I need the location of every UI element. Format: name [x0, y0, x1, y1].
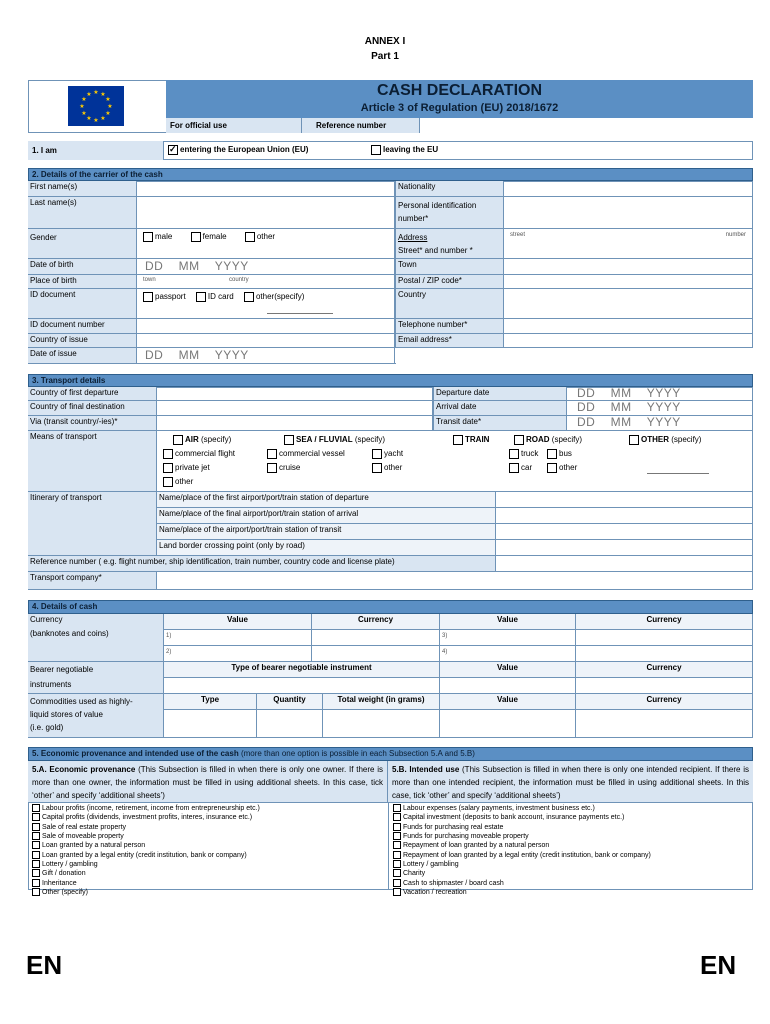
provenance-checkbox[interactable]: [32, 832, 40, 840]
country-issue-label: Country of issue: [28, 334, 137, 348]
provenance-item[interactable]: [32, 879, 384, 888]
intended-use-item[interactable]: [393, 804, 749, 813]
bni-label-line1: Bearer negotiable: [30, 665, 94, 674]
pob-label: Place of birth: [28, 275, 137, 289]
provenance-checkbox[interactable]: [32, 813, 40, 821]
other-mode-specify-line: [647, 473, 709, 474]
other-mode-checkbox[interactable]: [629, 435, 639, 445]
air-other-checkbox[interactable]: [163, 477, 173, 487]
other-mode-text: OTHER: [641, 435, 669, 445]
truck-text: truck: [521, 449, 539, 459]
truck-checkbox[interactable]: [509, 449, 519, 459]
road-specify: (specify): [551, 435, 583, 445]
id-doc-options: [137, 289, 395, 319]
postal-field[interactable]: [504, 275, 753, 289]
subsection-5a-note: (This Subsection is filled in when there is only one owner. If there is more than one owner, the information must be filled in using additional sheets. In this case, tick ‘other’ and specify ‘additional sheets’): [32, 765, 383, 800]
commercial-flight-checkbox[interactable]: [163, 449, 173, 459]
subsection-5a-title: 5.A. Economic provenance: [32, 765, 136, 774]
air-other-text: other: [175, 477, 194, 487]
intended-use-checkbox[interactable]: [393, 823, 401, 831]
car-option[interactable]: [509, 463, 532, 473]
train-option[interactable]: [453, 435, 489, 445]
first-name-field[interactable]: [137, 181, 395, 197]
svg-text:★: ★: [81, 110, 87, 117]
provenance-item[interactable]: [32, 813, 384, 822]
intended-use-label: Vacation / recreation: [403, 888, 467, 896]
passport-option[interactable]: [143, 292, 186, 301]
itinerary-border-field[interactable]: [496, 540, 753, 556]
car-text: car: [521, 463, 533, 473]
sea-other-checkbox[interactable]: [372, 463, 382, 473]
annex-part: Part 1: [371, 51, 399, 62]
pin-field[interactable]: [504, 197, 753, 229]
id-doc-label: ID document: [28, 289, 137, 319]
subsection-5a-intro: [28, 761, 388, 803]
provenance-checkbox[interactable]: [32, 860, 40, 868]
id-card-checkbox[interactable]: [196, 292, 206, 302]
intended-use-item[interactable]: [393, 832, 749, 841]
id-card-text: ID card: [207, 292, 234, 302]
address-title: Address: [398, 233, 428, 242]
road-option[interactable]: [514, 435, 582, 445]
dob-field[interactable]: DD MM YYYY: [137, 259, 395, 275]
yacht-checkbox[interactable]: [372, 449, 382, 459]
private-jet-checkbox[interactable]: [163, 463, 173, 473]
commercial-vessel-text: commercial vessel: [279, 449, 345, 459]
gender-female-option[interactable]: [191, 232, 227, 241]
provenance-label: Lottery / gambling: [42, 860, 98, 868]
provenance-label: Sale of moveable property: [42, 832, 124, 840]
commodities-label: [28, 694, 164, 738]
provenance-item[interactable]: [32, 841, 384, 850]
intended-use-label: Repayment of loan granted by a legal entity (credit institution, bank or company): [403, 851, 651, 859]
eu-flag-icon: [68, 86, 124, 126]
currency-label-line1: Currency: [30, 615, 63, 624]
company-field[interactable]: [157, 572, 753, 590]
street-number-label: Street* and number *: [398, 246, 473, 255]
provenance-label: Loan granted by a natural person: [42, 842, 146, 850]
provenance-label: Sale of real estate property: [42, 823, 127, 831]
id-other-checkbox[interactable]: [244, 292, 254, 302]
air-text: AIR: [185, 435, 199, 445]
form-title: CASH DECLARATION: [376, 82, 543, 99]
bus-option[interactable]: [547, 449, 572, 459]
road-other-option[interactable]: [547, 463, 577, 473]
provenance-label: Inheritance: [42, 879, 77, 887]
road-other-checkbox[interactable]: [547, 463, 557, 473]
svg-text:★: ★: [93, 117, 99, 124]
arrival-date-field[interactable]: DD MM YYYY: [567, 401, 753, 416]
town-field[interactable]: [504, 259, 753, 275]
intended-use-label: Funds for purchasing moveable property: [403, 832, 529, 840]
svg-text:★: ★: [100, 115, 106, 122]
bni-currency-field[interactable]: [576, 678, 753, 694]
provenance-checkbox[interactable]: [32, 841, 40, 849]
road-text: ROAD: [526, 435, 550, 445]
intended-use-checkbox[interactable]: [393, 879, 401, 887]
subsection-5b-note: (This Subsection is filled in when there is only one intended recipient. If there is more than one intended recipient, the information must be filled in using additional sheets. In this case, tick ‘other’ and specify ‘additional sheets’): [392, 765, 750, 800]
air-specify: (specify): [201, 435, 232, 445]
itinerary-departure-field[interactable]: [496, 492, 753, 508]
last-name-label: Last name(s): [28, 197, 137, 229]
commodity-type-header: Type: [164, 694, 257, 710]
commercial-flight-text: commercial flight: [175, 449, 236, 459]
pob-field[interactable]: [137, 275, 395, 289]
id-other-text: other(specify): [255, 292, 305, 302]
footer-language-left: EN: [26, 950, 63, 980]
reference-number-label: Reference number: [302, 118, 420, 133]
pob-country-hint: country: [229, 277, 249, 283]
commodity-value-field[interactable]: [440, 710, 576, 738]
provenance-label: Capital profits (dividends, investment profits, interes, insurance etc.): [42, 814, 253, 822]
currency-value-header-2: Value: [440, 614, 576, 630]
sea-text: SEA / FLUVIAL: [296, 435, 353, 445]
commodity-currency-header: Currency: [576, 694, 753, 710]
passport-text: passport: [155, 292, 186, 302]
intended-use-label: Funds for purchasing real estate: [403, 823, 504, 831]
intended-use-item[interactable]: [393, 860, 749, 869]
provenance-label: Other (specify): [42, 888, 88, 896]
sea-option[interactable]: [284, 435, 385, 445]
country-field[interactable]: [504, 289, 753, 319]
country-issue-field[interactable]: [137, 334, 395, 348]
provenance-checkbox[interactable]: [32, 804, 40, 812]
itinerary-transit-field[interactable]: [496, 524, 753, 540]
intended-use-checkbox[interactable]: [393, 869, 401, 877]
svg-text:★: ★: [79, 103, 85, 110]
gender-other-checkbox[interactable]: [245, 232, 255, 242]
subsection-5b-intro: [388, 761, 753, 803]
sea-checkbox[interactable]: [284, 435, 294, 445]
bni-type-field[interactable]: [164, 678, 440, 694]
provenance-label: Labour profits (income, retirement, income from entrepreneurship etc.): [42, 804, 260, 812]
departure-date-label: Departure date: [433, 387, 567, 401]
commodity-type-field[interactable]: [164, 710, 257, 738]
number-hint: number: [725, 232, 746, 238]
provenance-item[interactable]: [32, 869, 384, 878]
section-5-note: (more than one option is possible in each Subsection 5.A and 5.B): [238, 749, 475, 758]
svg-text:★: ★: [100, 91, 106, 98]
bni-type-header: Type of bearer negotiable instrument: [164, 662, 440, 678]
sea-specify: (specify): [354, 435, 386, 445]
provenance-item[interactable]: [32, 860, 384, 869]
provenance-checkbox[interactable]: [32, 888, 40, 896]
cash-currency-2[interactable]: [312, 646, 440, 662]
bni-currency-header: Currency: [576, 662, 753, 678]
truck-option[interactable]: [509, 449, 538, 459]
transit-date-label: Transit date*: [433, 416, 567, 431]
provenance-label: Gift / donation: [42, 870, 86, 878]
email-label: Email address*: [395, 334, 504, 348]
country-label: Country: [395, 289, 504, 319]
cruise-text: cruise: [279, 463, 301, 473]
pin-label-line1: Personal identification: [398, 201, 477, 210]
intended-use-label: Capital investment (deposits to bank account, insurance payments etc.): [403, 814, 625, 822]
svg-text:★: ★: [81, 96, 87, 103]
commodity-currency-field[interactable]: [576, 710, 753, 738]
intended-use-label: Repayment of loan granted by a natural person: [403, 842, 550, 850]
phone-label: Telephone number*: [395, 319, 504, 334]
via-field[interactable]: [157, 416, 433, 431]
gender-other-option[interactable]: [245, 232, 275, 241]
first-departure-label: Country of first departure: [28, 387, 157, 401]
itinerary-arrival-field[interactable]: [496, 508, 753, 524]
itinerary-label: Itinerary of transport: [28, 492, 157, 556]
train-checkbox[interactable]: [453, 435, 463, 445]
bni-value-field[interactable]: [440, 678, 576, 694]
cash-currency-1[interactable]: [312, 630, 440, 646]
id-other-option[interactable]: [244, 292, 304, 301]
cruise-option[interactable]: [267, 463, 300, 473]
id-number-field[interactable]: [137, 319, 395, 334]
departure-date-field[interactable]: DD MM YYYY: [567, 387, 753, 401]
official-use-label: For official use: [166, 118, 302, 133]
intended-use-checkbox[interactable]: [393, 832, 401, 840]
annex-title: ANNEX I: [364, 36, 406, 47]
currency-label: [28, 614, 164, 662]
section-2-header: 2. Details of the carrier of the cash: [28, 168, 753, 181]
reference-field[interactable]: [496, 556, 753, 572]
provenance-item[interactable]: [32, 888, 384, 897]
gender-other-text: other: [256, 232, 276, 242]
provenance-checkbox[interactable]: [32, 823, 40, 831]
form-subtitle: Article 3 of Regulation (EU) 2018/1672: [360, 102, 559, 114]
cash-value-4[interactable]: 4): [440, 646, 576, 662]
intended-use-item[interactable]: [393, 823, 749, 832]
private-jet-text: private jet: [175, 463, 210, 473]
bni-value-header: Value: [440, 662, 576, 678]
leaving-eu-label: leaving the EU: [383, 145, 439, 155]
id-number-label: ID document number: [28, 319, 137, 334]
svg-text:★: ★: [107, 103, 113, 110]
postal-label: Postal / ZIP code*: [395, 275, 504, 289]
section-5-header: [28, 747, 753, 761]
train-text: TRAIN: [465, 435, 490, 445]
road-other-text: other: [559, 463, 578, 473]
svg-text:★: ★: [105, 110, 111, 117]
leaving-eu-option[interactable]: [371, 145, 438, 155]
intended-use-checkbox[interactable]: [393, 841, 401, 849]
subsection-5b-title: 5.B. Intended use: [392, 765, 460, 774]
provenance-checkbox[interactable]: [32, 879, 40, 887]
currency-label-line2: (banknotes and coins): [30, 629, 109, 638]
gender-female-checkbox[interactable]: [191, 232, 201, 242]
provenance-item[interactable]: [32, 823, 384, 832]
leaving-eu-checkbox[interactable]: [371, 145, 381, 155]
pin-label: [395, 197, 504, 229]
gender-male-text: male: [155, 232, 173, 242]
bus-text: bus: [559, 449, 572, 459]
provenance-item[interactable]: [32, 804, 384, 813]
date-issue-label: Date of issue: [28, 348, 137, 364]
section-1-label: 1. I am: [28, 141, 164, 160]
intended-use-item[interactable]: [393, 813, 749, 822]
cash-value-3[interactable]: 3): [440, 630, 576, 646]
entering-eu-option[interactable]: [168, 145, 308, 155]
intended-use-item[interactable]: [393, 869, 749, 878]
arrival-date-label: Arrival date: [433, 401, 567, 416]
nationality-label: Nationality: [395, 181, 504, 197]
section-5-divider: [388, 803, 389, 890]
section-5-title: 5. Economic provenance and intended use of the cash: [32, 749, 239, 758]
id-card-option[interactable]: [196, 292, 234, 301]
commodities-label-line2: liquid stores of value: [30, 710, 103, 719]
cash-value-2[interactable]: 2): [164, 646, 312, 662]
intended-use-label: Cash to shipmaster / board cash: [403, 879, 504, 887]
provenance-list: [32, 804, 384, 897]
cash-currency-3[interactable]: [576, 630, 753, 646]
commodities-label-line1: Commodities used as highly-: [30, 697, 133, 706]
commodity-value-header: Value: [440, 694, 576, 710]
svg-text:★: ★: [105, 96, 111, 103]
gender-label: Gender: [28, 229, 137, 259]
commodity-quantity-header: Quantity: [257, 694, 323, 710]
commodity-quantity-field[interactable]: [257, 710, 323, 738]
intended-use-item[interactable]: [393, 841, 749, 850]
itinerary-transit-label: Name/place of the airport/port/train station of transit: [157, 524, 496, 540]
section-4-header: 4. Details of cash: [28, 600, 753, 614]
intended-use-item[interactable]: [393, 888, 749, 897]
intended-use-label: Charity: [403, 870, 426, 878]
other-mode-option[interactable]: [629, 435, 701, 445]
gender-options: [137, 229, 395, 259]
sea-other-option[interactable]: [372, 463, 402, 473]
air-checkbox[interactable]: [173, 435, 183, 445]
first-departure-field[interactable]: [157, 387, 433, 401]
via-label: Via (transit country/-ies)*: [28, 416, 157, 431]
provenance-checkbox[interactable]: [32, 869, 40, 877]
commercial-vessel-option[interactable]: [267, 449, 345, 459]
svg-text:★: ★: [86, 91, 92, 98]
id-other-specify-line: [267, 313, 333, 314]
currency-value-header-1: Value: [164, 614, 312, 630]
email-field[interactable]: [504, 334, 753, 348]
road-checkbox[interactable]: [514, 435, 524, 445]
intended-use-item[interactable]: [393, 879, 749, 888]
dob-label: Date of birth: [28, 259, 137, 275]
sea-other-text: other: [384, 463, 403, 473]
yacht-option[interactable]: [372, 449, 403, 459]
gender-male-checkbox[interactable]: [143, 232, 153, 242]
first-name-label: First name(s): [28, 181, 137, 197]
means-area: [157, 431, 753, 492]
section-2-blank: [396, 348, 753, 364]
intended-use-item[interactable]: [393, 851, 749, 860]
private-jet-option[interactable]: [163, 463, 210, 473]
intended-use-list: [393, 804, 749, 897]
nationality-field[interactable]: [504, 181, 753, 197]
final-destination-field[interactable]: [157, 401, 433, 416]
provenance-checkbox[interactable]: [32, 851, 40, 859]
provenance-label: Loan granted by a legal entity (credit institution, bank or company): [42, 851, 247, 859]
itinerary-border-label: Land border crossing point (only by road): [157, 540, 496, 556]
street-field[interactable]: [504, 229, 753, 259]
provenance-item[interactable]: [32, 851, 384, 860]
provenance-item[interactable]: [32, 832, 384, 841]
cash-currency-4[interactable]: [576, 646, 753, 662]
commodities-label-line3: (i.e. gold): [30, 723, 64, 732]
commodity-weight-field[interactable]: [323, 710, 440, 738]
last-name-field[interactable]: [137, 197, 395, 229]
footer-language-right: EN: [700, 950, 737, 980]
eu-flag-area: [28, 80, 166, 133]
gender-male-option[interactable]: [143, 232, 172, 241]
town-label: Town: [395, 259, 504, 275]
cash-value-1[interactable]: 1): [164, 630, 312, 646]
currency-currency-header-1: Currency: [312, 614, 440, 630]
phone-field[interactable]: [504, 319, 753, 334]
pob-town-hint: town: [143, 277, 156, 283]
date-issue-field[interactable]: DD MM YYYY: [137, 348, 395, 364]
entering-eu-label: entering the European Union (EU): [180, 145, 309, 155]
gender-female-text: female: [202, 232, 227, 242]
entering-eu-checkbox[interactable]: [168, 145, 178, 155]
reference-number-field[interactable]: [420, 118, 753, 133]
transit-date-field[interactable]: DD MM YYYY: [567, 416, 753, 431]
section-3-header: 3. Transport details: [28, 374, 753, 387]
intended-use-checkbox[interactable]: [393, 888, 401, 896]
itinerary-departure-label: Name/place of the first airport/port/train station of departure: [157, 492, 496, 508]
final-destination-label: Country of final destination: [28, 401, 157, 416]
intended-use-checkbox[interactable]: [393, 813, 401, 821]
bni-label: [28, 662, 164, 694]
itinerary-arrival-label: Name/place of the final airport/port/train station of arrival: [157, 508, 496, 524]
yacht-text: yacht: [384, 449, 404, 459]
car-checkbox[interactable]: [509, 463, 519, 473]
other-mode-specify: (specify): [671, 435, 702, 445]
cruise-checkbox[interactable]: [267, 463, 277, 473]
reference-label: Reference number ( e.g. flight number, ship identification, train number, country code and license plate): [28, 556, 496, 572]
commercial-vessel-checkbox[interactable]: [267, 449, 277, 459]
svg-text:★: ★: [93, 89, 99, 96]
intended-use-label: Labour expenses (salary payments, investment business etc.): [403, 804, 595, 812]
address-label: [395, 229, 504, 259]
means-label: Means of transport: [28, 431, 157, 492]
bni-label-line2: instruments: [30, 680, 72, 689]
air-other-option[interactable]: [163, 477, 193, 487]
pin-label-line2: number*: [398, 214, 429, 223]
intended-use-checkbox[interactable]: [393, 851, 401, 859]
street-hint: street: [510, 232, 526, 238]
bus-checkbox[interactable]: [547, 449, 557, 459]
air-option[interactable]: [173, 435, 231, 445]
company-label: Transport company*: [28, 572, 157, 590]
commercial-flight-option[interactable]: [163, 449, 235, 459]
intended-use-label: Lottery / gambling: [403, 860, 459, 868]
commodity-weight-header: Total weight (in grams): [323, 694, 440, 710]
intended-use-checkbox[interactable]: [393, 860, 401, 868]
svg-text:★: ★: [86, 115, 92, 122]
currency-currency-header-2: Currency: [576, 614, 753, 630]
passport-checkbox[interactable]: [143, 292, 153, 302]
intended-use-checkbox[interactable]: [393, 804, 401, 812]
